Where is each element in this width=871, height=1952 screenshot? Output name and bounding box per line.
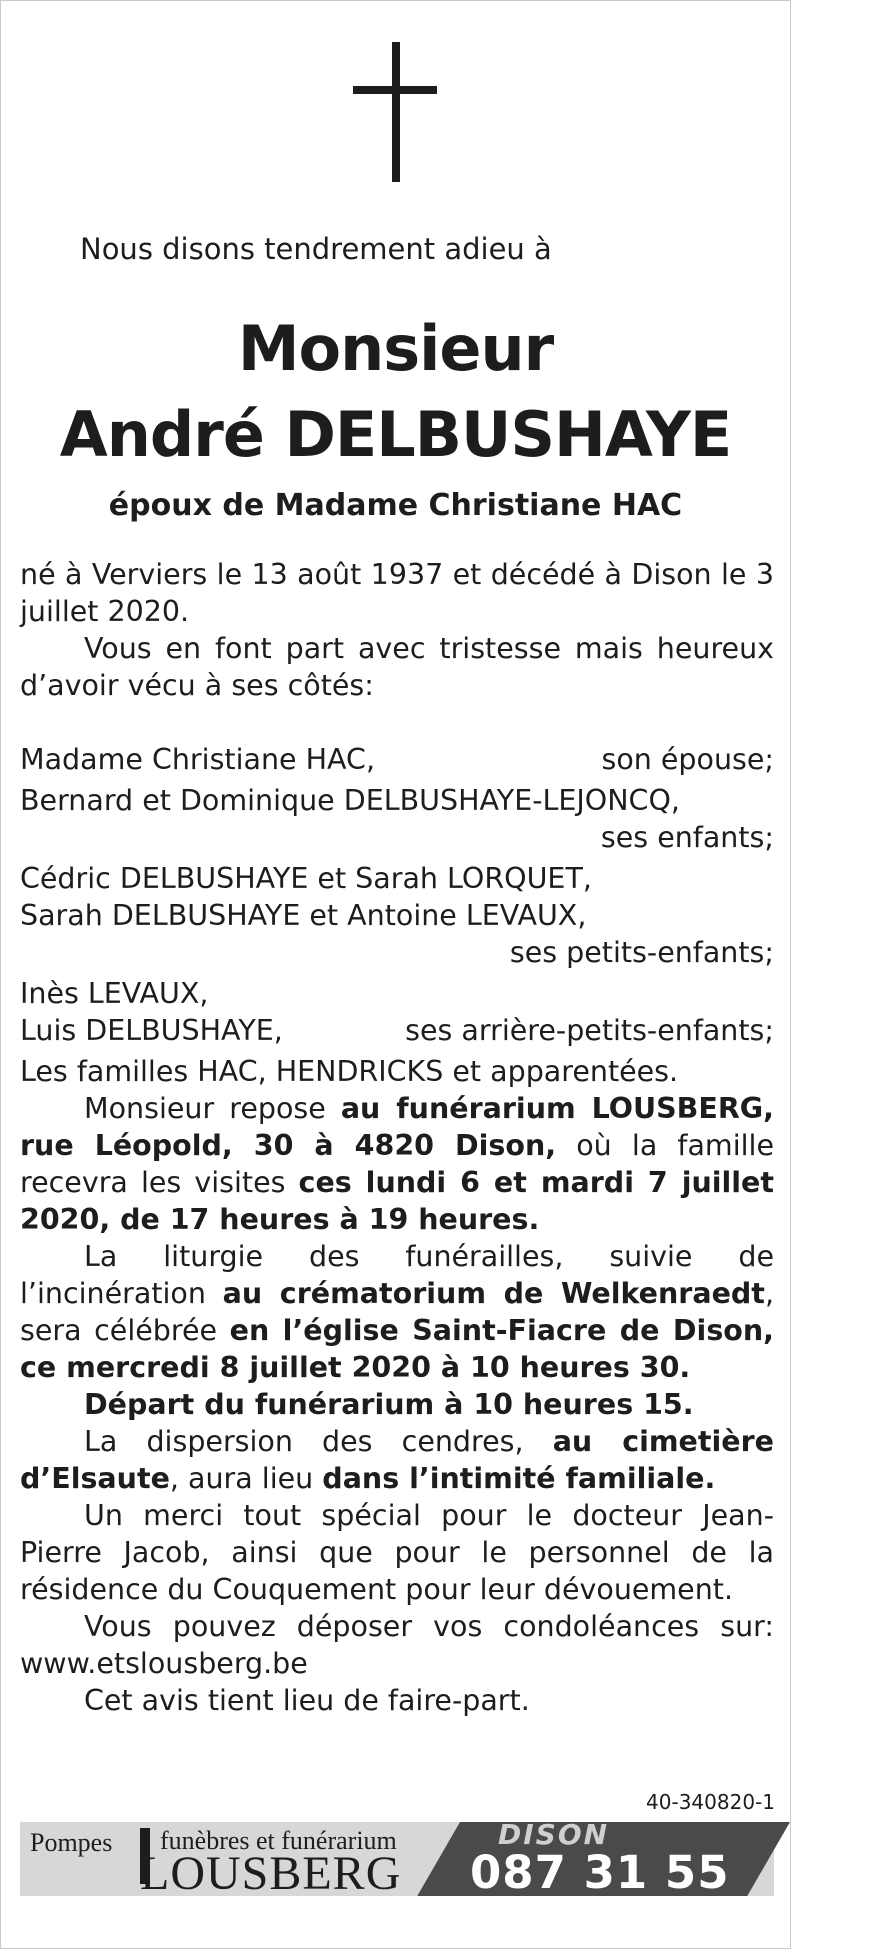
reference-number: 40-340820-1: [646, 1790, 775, 1814]
grandchild-2: Sarah DELBUSHAYE et Antoine LEVAUX,: [20, 899, 587, 932]
thanks-paragraph: Un merci tout spécial pour le docteur Jean-Pierre Jacob, ainsi que pour le personnel de la résidence du Couquement pour leur dévouement.: [20, 1499, 774, 1606]
banner-funebres: funèbres et funérarium: [160, 1826, 397, 1855]
family-great: [20, 1012, 774, 1049]
spouse-line: époux de Madame Christiane HAC: [108, 488, 683, 523]
intro-text: Nous disons tendrement adieu à: [80, 232, 552, 266]
funeral-home-banner: [20, 1818, 774, 1952]
liturgy-paragraph: La liturgie des funérailles, suivie de l’incinération au crématorium de Welkenraedt, sera célébrée en l’église Saint-Fiacre de Dison, ce mercredi 8 juillet 2020 à 10 heures 30.: [20, 1240, 774, 1384]
great-role: ses arrière-petits-enfants;: [405, 1014, 774, 1047]
deceased-title: Monsieur: [237, 312, 554, 385]
great-grandchild-2: Luis DELBUSHAYE,: [20, 1014, 283, 1047]
notice-body: [20, 556, 774, 1719]
announce-text: Vous en font part avec tristesse mais heureux d’avoir vécu à ses côtés:: [20, 632, 774, 702]
condolences-paragraph: Vous pouvez déposer vos condoléances sur: www.etslousberg.be: [20, 1610, 774, 1680]
banner-town: DISON: [498, 1818, 610, 1851]
great-grandchild-1: Inès LEVAUX,: [20, 977, 209, 1010]
ashes-paragraph: La dispersion des cendres, au cimetière d’Elsaute, aura lieu dans l’intimité familiale.: [20, 1425, 774, 1495]
grandchild-1: Cédric DELBUSHAYE et Sarah LORQUET,: [20, 862, 592, 895]
departure-text: Départ du funérarium à 10 heures 15.: [84, 1388, 694, 1421]
other-families: Les familles HAC, HENDRICKS et apparentées.: [20, 1055, 679, 1088]
banner-company: LOUSBERG: [140, 1847, 402, 1900]
children-name: Bernard et Dominique DELBUSHAYE-LEJONCQ,: [20, 784, 680, 817]
repose-paragraph: Monsieur repose au funérarium LOUSBERG, rue Léopold, 30 à 4820 Dison, où la famille recevra les visites ces lundi 6 et mardi 7 juillet 2020, de 17 heures à 19 heures.: [20, 1092, 775, 1236]
wife-name: Madame Christiane HAC,: [20, 743, 376, 776]
children-role: ses enfants;: [600, 821, 774, 854]
closing-text: Cet avis tient lieu de faire-part.: [84, 1684, 530, 1717]
birth-text: né à Verviers le 13 août 1937 et décédé à Dison le 3 juillet 2020.: [20, 558, 774, 628]
banner-phone: 087 31 55 55: [470, 1846, 730, 1952]
grandchildren-role: ses petits-enfants;: [509, 936, 774, 969]
banner-pompes: Pompes: [30, 1828, 113, 1857]
deceased-name: André DELBUSHAYE: [59, 398, 732, 471]
wife-role: son épouse;: [601, 743, 774, 776]
family-wife: [20, 741, 774, 778]
